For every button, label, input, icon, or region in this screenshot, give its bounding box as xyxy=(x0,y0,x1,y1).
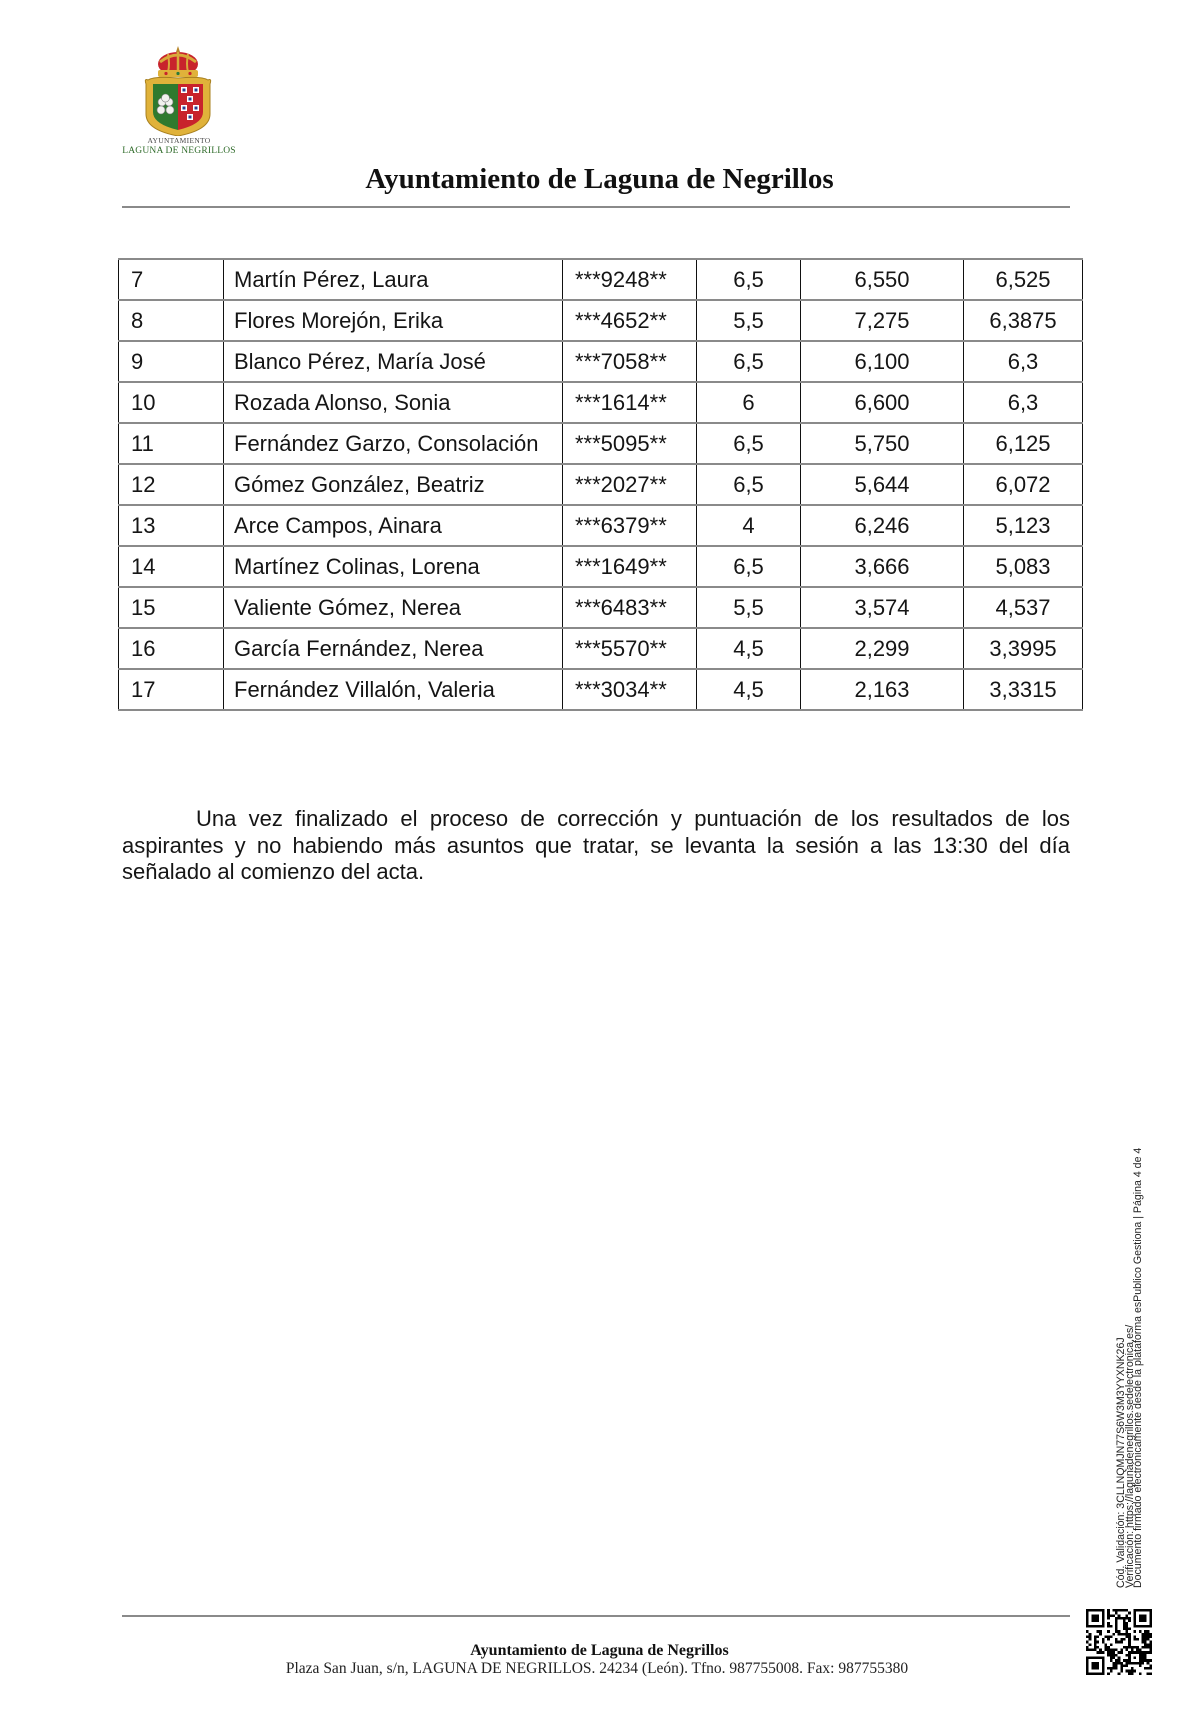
row-number: 14 xyxy=(119,546,224,587)
coat-of-arms-icon xyxy=(142,44,214,136)
row-number: 11 xyxy=(119,423,224,464)
table-row xyxy=(119,546,1083,587)
row-number: 16 xyxy=(119,628,224,669)
row-number: 15 xyxy=(119,587,224,628)
table-row xyxy=(119,341,1083,382)
applicant-name: Flores Morejón, Erika xyxy=(224,300,563,341)
validation-code: Cód. Validación: 3CLLNQMJN77S6W3M3YYXNK26J xyxy=(1115,1337,1127,1588)
score-total: 5,083 xyxy=(964,546,1083,587)
score-merits: 6,550 xyxy=(801,259,964,300)
score-exam: 4,5 xyxy=(697,628,801,669)
table-row xyxy=(119,259,1083,300)
score-total: 4,537 xyxy=(964,587,1083,628)
table-row xyxy=(119,300,1083,341)
score-total: 6,3875 xyxy=(964,300,1083,341)
table-row xyxy=(119,464,1083,505)
applicant-name: Valiente Gómez, Nerea xyxy=(224,587,563,628)
table-row xyxy=(119,669,1083,710)
applicant-id: ***3034** xyxy=(563,669,697,710)
verification-url[interactable]: Verificación: https://lagunadenegrillos.sedelectronica.es/ xyxy=(1123,1324,1136,1588)
logo-caption-top: AYUNTAMIENTO xyxy=(147,136,211,145)
applicant-name: Arce Campos, Ainara xyxy=(224,505,563,546)
applicant-id: ***6379** xyxy=(563,505,697,546)
score-exam: 6,5 xyxy=(697,341,801,382)
validation-strip xyxy=(1117,1148,1143,1588)
applicant-name: Blanco Pérez, María José xyxy=(224,341,563,382)
score-exam: 6,5 xyxy=(697,546,801,587)
closing-paragraph: Una vez finalizado el proceso de corrección y puntuación de los resultados de los aspirantes y no habiendo más asuntos que tratar, se levanta la sesión a las 13:30 del día señalado al comienzo del acta. xyxy=(122,806,1070,884)
score-exam: 6,5 xyxy=(697,423,801,464)
applicant-id: ***7058** xyxy=(563,341,697,382)
applicant-id: ***6483** xyxy=(563,587,697,628)
row-number: 17 xyxy=(119,669,224,710)
applicant-name: García Fernández, Nerea xyxy=(224,628,563,669)
score-total: 3,3315 xyxy=(964,669,1083,710)
score-merits: 5,750 xyxy=(801,423,964,464)
score-exam: 5,5 xyxy=(697,587,801,628)
score-merits: 2,163 xyxy=(801,669,964,710)
row-number: 10 xyxy=(119,382,224,423)
footer-title: Ayuntamiento de Laguna de Negrillos xyxy=(470,1642,729,1659)
table-row xyxy=(119,423,1083,464)
applicant-id: ***9248** xyxy=(563,259,697,300)
score-merits: 5,644 xyxy=(801,464,964,505)
footer-address: Plaza San Juan, s/n, LAGUNA DE NEGRILLOS. 24234 (León). Tfno. 987755008. Fax: 987755380 xyxy=(285,1660,909,1677)
row-number: 7 xyxy=(119,259,224,300)
score-total: 6,072 xyxy=(964,464,1083,505)
header-divider xyxy=(122,206,1070,208)
results-table xyxy=(118,258,1083,711)
score-exam: 4,5 xyxy=(697,669,801,710)
applicant-name: Rozada Alonso, Sonia xyxy=(224,382,563,423)
applicant-id: ***5095** xyxy=(563,423,697,464)
row-number: 13 xyxy=(119,505,224,546)
applicant-id: ***5570** xyxy=(563,628,697,669)
score-merits: 6,246 xyxy=(801,505,964,546)
row-number: 9 xyxy=(119,341,224,382)
score-total: 6,525 xyxy=(964,259,1083,300)
score-exam: 6,5 xyxy=(697,259,801,300)
table-row xyxy=(119,382,1083,423)
applicant-name: Gómez González, Beatriz xyxy=(224,464,563,505)
score-merits: 2,299 xyxy=(801,628,964,669)
score-merits: 3,574 xyxy=(801,587,964,628)
score-merits: 6,100 xyxy=(801,341,964,382)
applicant-name: Martín Pérez, Laura xyxy=(224,259,563,300)
score-exam: 5,5 xyxy=(697,300,801,341)
score-total: 6,125 xyxy=(964,423,1083,464)
applicant-id: ***2027** xyxy=(563,464,697,505)
score-exam: 6,5 xyxy=(697,464,801,505)
score-exam: 4 xyxy=(697,505,801,546)
score-total: 5,123 xyxy=(964,505,1083,546)
table-row xyxy=(119,505,1083,546)
row-number: 12 xyxy=(119,464,224,505)
signature-notice: Documento firmado electrónicamente desde la plataforma esPublico Gestiona | Página 4 de 4 xyxy=(1132,1147,1145,1588)
row-number: 8 xyxy=(119,300,224,341)
table-row xyxy=(119,628,1083,669)
score-total: 6,3 xyxy=(964,341,1083,382)
municipal-logo xyxy=(120,44,238,160)
table-row xyxy=(119,587,1083,628)
score-total: 6,3 xyxy=(964,382,1083,423)
score-merits: 6,600 xyxy=(801,382,964,423)
score-merits: 3,666 xyxy=(801,546,964,587)
applicant-name: Fernández Garzo, Consolación xyxy=(224,423,563,464)
applicant-name: Martínez Colinas, Lorena xyxy=(224,546,563,587)
score-exam: 6 xyxy=(697,382,801,423)
logo-caption-name: LAGUNA DE NEGRILLOS xyxy=(122,146,236,156)
applicant-id: ***1614** xyxy=(563,382,697,423)
applicant-name: Fernández Villalón, Valeria xyxy=(224,669,563,710)
footer-divider xyxy=(122,1615,1070,1617)
results-table-body xyxy=(119,259,1083,710)
applicant-id: ***1649** xyxy=(563,546,697,587)
applicant-id: ***4652** xyxy=(563,300,697,341)
page-title: Ayuntamiento de Laguna de Negrillos xyxy=(365,163,834,195)
score-merits: 7,275 xyxy=(801,300,964,341)
score-total: 3,3995 xyxy=(964,628,1083,669)
